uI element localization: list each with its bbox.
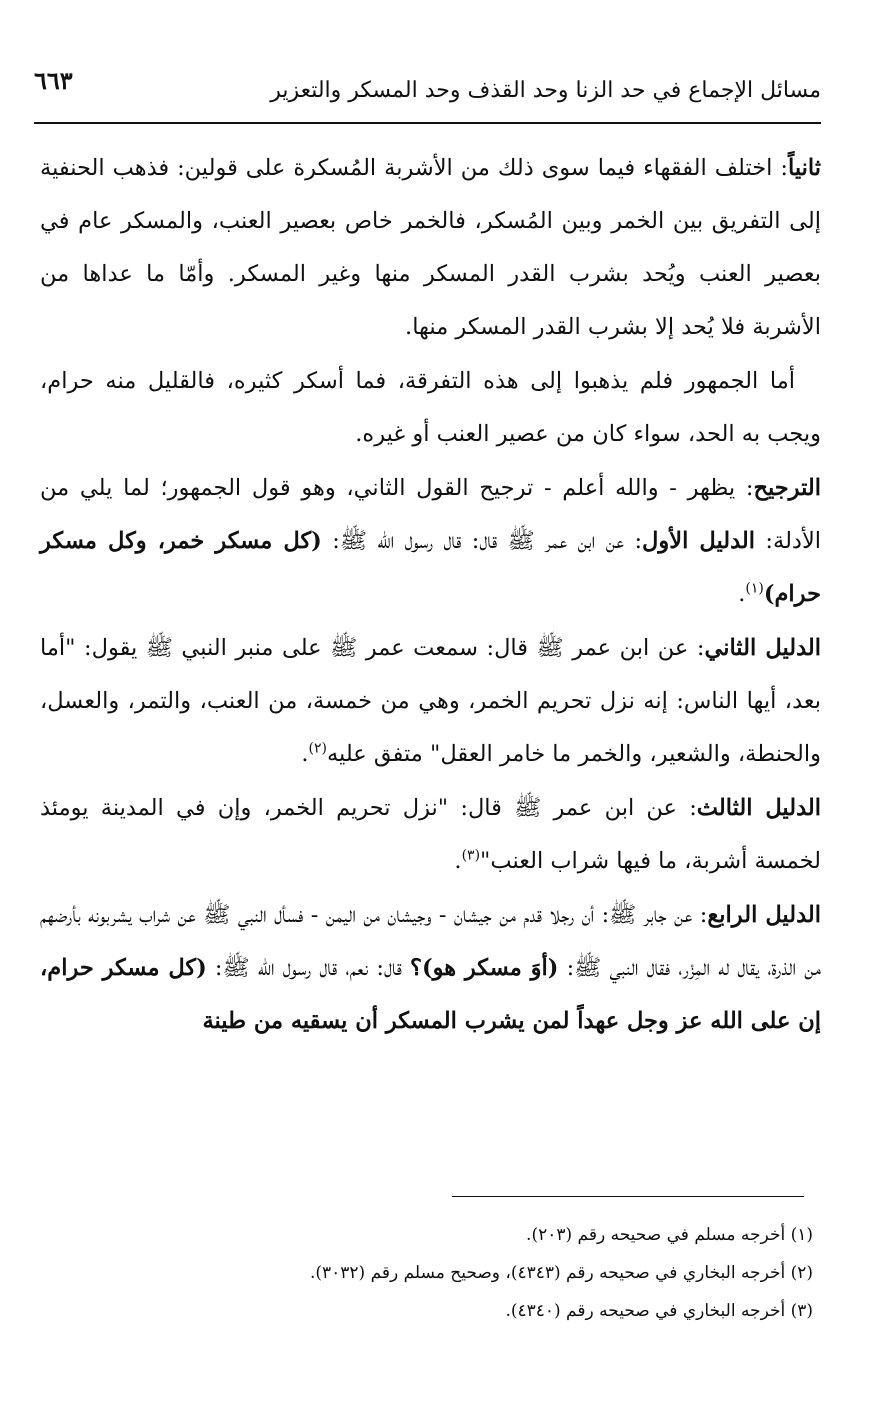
paragraph-lead: الدليل الرابع xyxy=(707,902,821,928)
paragraph-text: : يظهر - والله أعلم - ترجيح القول الثاني، وهو قول الجمهور؛ لما يلي من الأدلة: xyxy=(40,475,822,554)
sentence-end: . xyxy=(301,741,309,767)
paragraph-text: أما الجمهور فلم يذهبوا إلى هذه التفرقة، فما أسكر كثيره، فالقليل منه حرام، ويجب به الحد، سواء كان من عصير العنب أو غيره. xyxy=(40,368,821,447)
paragraph-evidence-second xyxy=(40,622,821,781)
paragraph-evidence-fourth xyxy=(40,889,821,1048)
hadith-quote: (كل مسكر خمر، وكل مسكر حرام) xyxy=(40,528,821,607)
paragraph-majority xyxy=(40,355,821,461)
paragraph-text: : عن جابر ﷺ: أن رجلا قدم من جيشان - وجيشان من اليمن - فسأل النبي ﷺ عن شراب يشربونه بأرضهم من الذرة، يقال له المِزْر، فقال النبي ﷺ: xyxy=(40,902,822,981)
page-header xyxy=(34,60,821,120)
footnote-1: (١) أخرجه مسلم في صحيحه رقم (٢٠٣). xyxy=(526,1225,813,1245)
running-title: مسائل الإجماع في حد الزنا وحد القذف وحد المسكر والتعزير xyxy=(270,78,821,103)
paragraph-text: : عن ابن عمر ﷺ قال: "نزل تحريم الخمر، وإن في المدينة يومئذ لخمسة أشربة، ما فيها شراب العنب" xyxy=(40,795,821,874)
paragraph-lead: الدليل الثالث xyxy=(696,795,821,821)
sentence-end: . xyxy=(738,581,746,607)
paragraph-evidence-third xyxy=(40,782,821,888)
footnote-ref-1[interactable]: (١) xyxy=(745,580,764,597)
hadith-quote: (أوَ مسكر هو)؟ xyxy=(410,955,559,981)
header-divider xyxy=(34,122,821,124)
footnote-3: (٣) أخرجه البخاري في صحيحه رقم (٤٣٤٠). xyxy=(505,1301,813,1321)
page-number: ٦٦٣ xyxy=(34,66,73,95)
footnote-divider xyxy=(452,1196,804,1197)
paragraph-text: : عن ابن عمر ﷺ قال: سمعت عمر ﷺ على منبر النبي ﷺ يقول: "أما بعد، أيها الناس: إنه نزل تحريم الخمر، وهي من خمسة، من العنب، والتمر، والعسل، والحنطة، والشعير، والخمر ما خامر العقل" متفق عليه xyxy=(40,635,821,767)
paragraph-preponderance xyxy=(40,462,821,621)
paragraph-lead: ثانياً xyxy=(787,155,821,181)
paragraph-secondly xyxy=(40,142,821,354)
sentence-end: . xyxy=(454,848,462,874)
footnote-ref-2[interactable]: (٢) xyxy=(308,740,327,757)
evidence-first-lead: الدليل الأول xyxy=(642,528,756,554)
paragraph-lead: الترجيح xyxy=(753,475,821,501)
main-text xyxy=(40,142,821,1049)
hadith-quote: (كل مسكر حرام، إن على الله عز وجل عهداً لمن يشرب المسكر أن يسقيه من طينة xyxy=(40,955,821,1034)
footnote-2: (٢) أخرجه البخاري في صحيحه رقم (٤٣٤٣)، وصحيح مسلم رقم (٣٠٣٢). xyxy=(309,1263,813,1283)
footnotes xyxy=(40,1216,813,1330)
footnote-ref-3[interactable]: (٣) xyxy=(461,847,481,864)
paragraph-text-continued: قال: نعم، قال رسول الله ﷺ: xyxy=(214,955,410,981)
paragraph-lead: الدليل الثاني xyxy=(704,635,822,661)
evidence-first-text: : عن ابن عمر ﷺ قال: قال رسول الله ﷺ: xyxy=(332,528,643,554)
paragraph-text: : اختلف الفقهاء فيما سوى ذلك من الأشربة المُسكرة على قولين: فذهب الحنفية إلى التفريق بين الخمر وبين المُسكر، فالخمر خاص بعصير العنب، والمسكر عام في بعصير العنب ويُحد بشرب القدر المسكر منها وغير المسكر. وأمّا ما عداها من الأشربة فلا يُحد إلا بشرب القدر المسكر منها. xyxy=(40,155,821,340)
